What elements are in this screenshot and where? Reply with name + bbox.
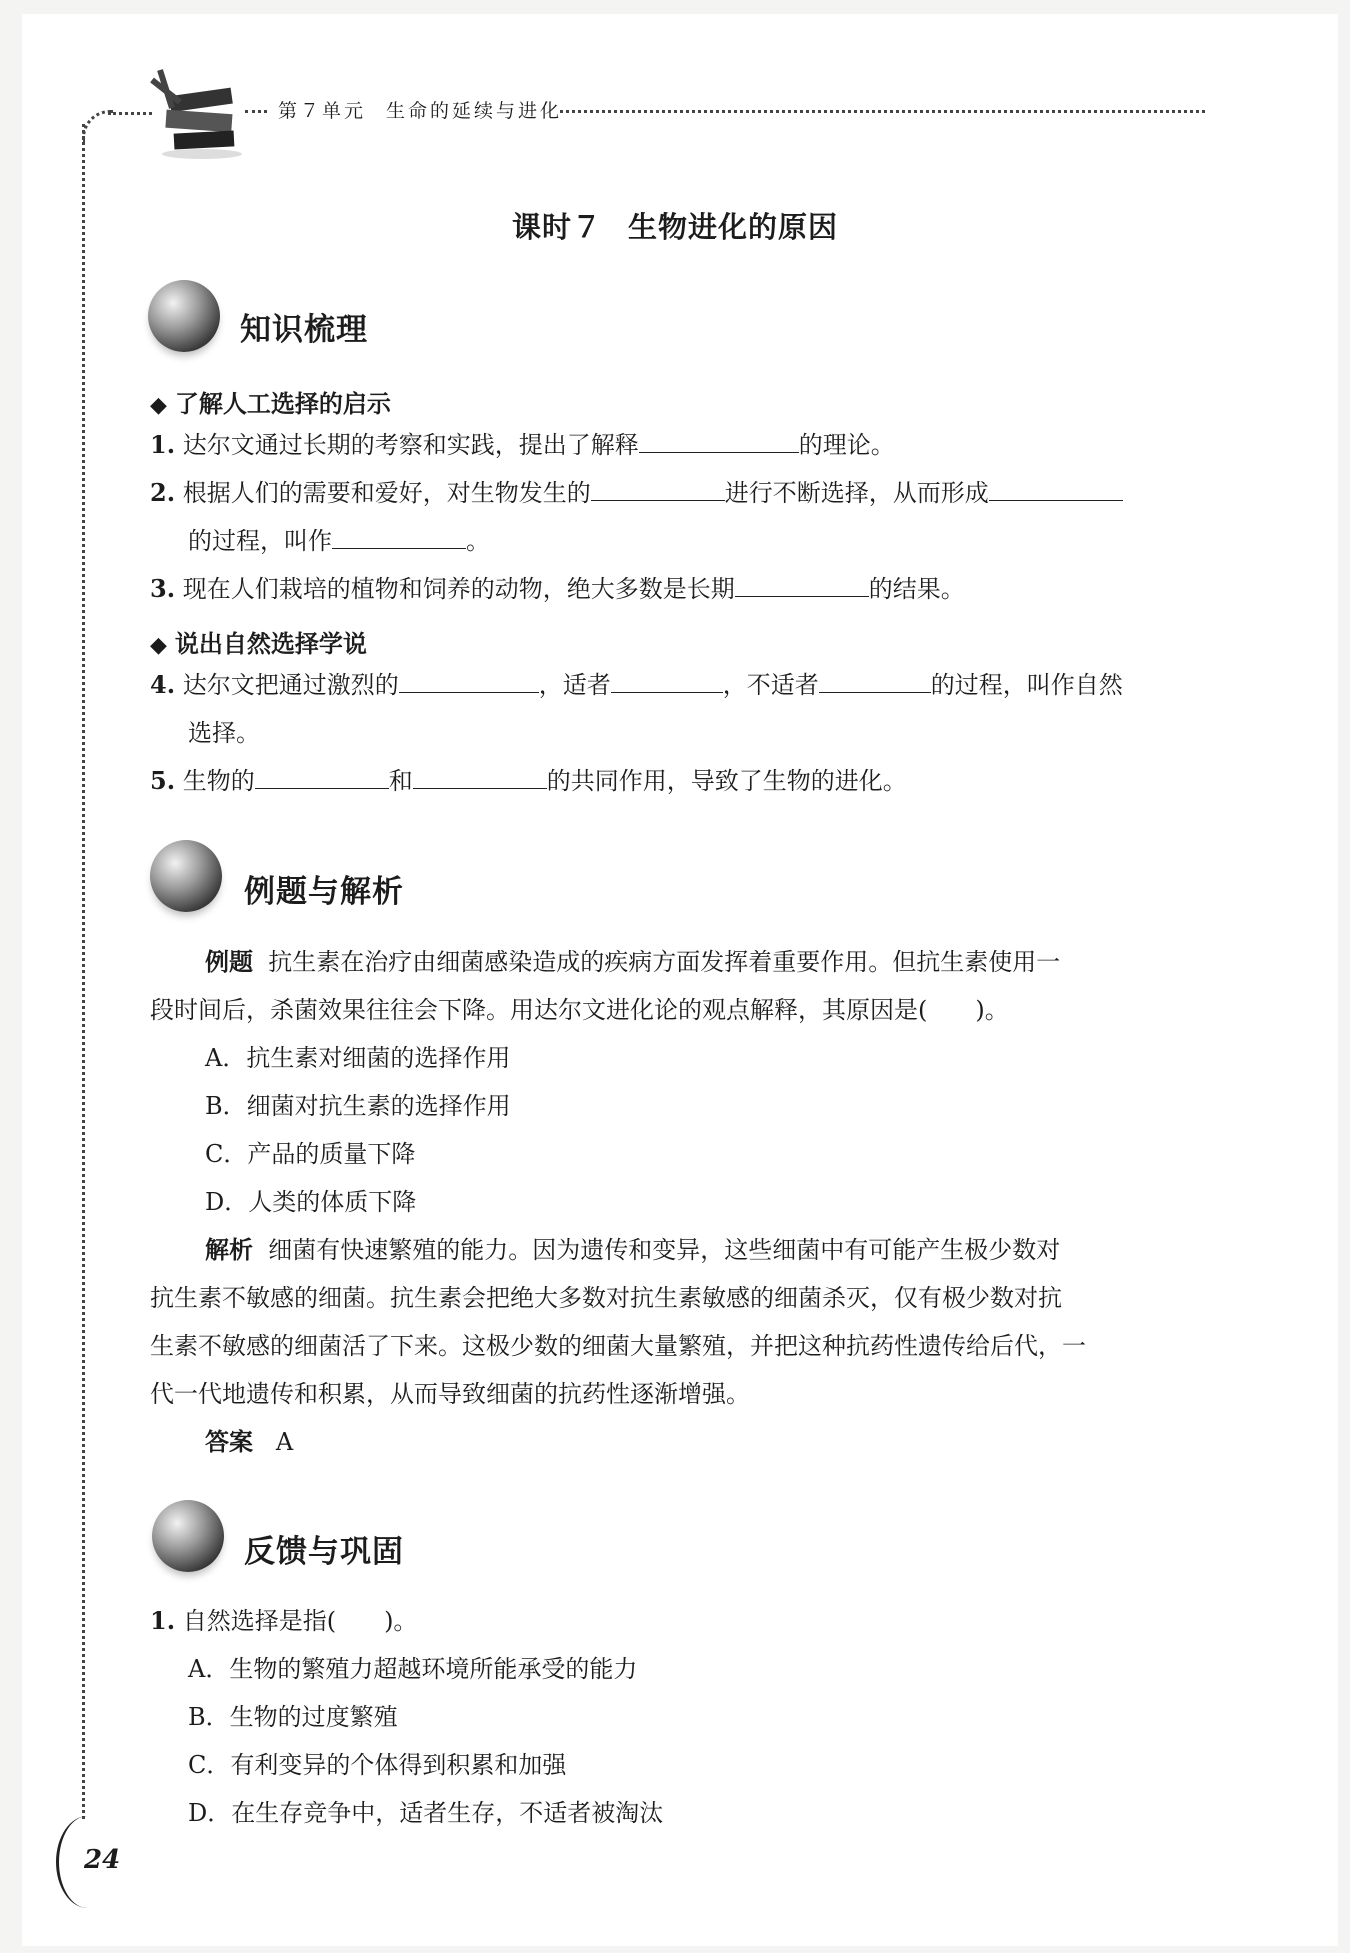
knowledge-q5 — [150, 764, 907, 798]
page-number: 24 — [84, 1845, 121, 1875]
fill-blank[interactable] — [611, 670, 723, 693]
header-unit-title: 生命的延续与进化 — [386, 100, 563, 122]
mesh-globe-icon — [152, 1500, 224, 1572]
question-text: 的过程，叫作 — [188, 527, 332, 555]
fill-blank[interactable] — [591, 478, 725, 501]
analysis-line-2: 抗生素不敏感的细菌。抗生素会把绝大多数对抗生素敏感的细菌杀灭，仅有极少数对抗 — [150, 1284, 1062, 1312]
header-dotted-lead — [245, 110, 267, 113]
question-number: 4. — [150, 670, 176, 699]
analysis-line-4: 代一代地遗传和积累，从而导致细菌的抗药性逐渐增强。 — [150, 1380, 750, 1408]
lesson-name: 生物进化的原因 — [628, 210, 839, 244]
question-text: 和 — [388, 767, 413, 795]
question-text: 现在人们栽培的植物和饲养的动物，绝大多数是长期 — [182, 575, 735, 603]
feedback-option-a[interactable]: A．生物的繁殖力超越环境所能承受的能力 — [188, 1655, 638, 1683]
analysis-line-1 — [205, 1233, 1060, 1267]
feedback-option-b[interactable]: B．生物的过度繁殖 — [188, 1703, 398, 1731]
subheading-natural-selection — [150, 624, 367, 659]
question-text: 的共同作用，导致了生物的进化。 — [546, 767, 907, 795]
running-header — [278, 96, 562, 123]
network-globe-icon — [150, 840, 222, 912]
question-text: 的过程，叫作自然 — [930, 671, 1123, 699]
question-text: 的理论。 — [798, 431, 895, 459]
question-number: 1. — [150, 430, 176, 459]
example-option-b[interactable]: B．细菌对抗生素的选择作用 — [205, 1092, 511, 1120]
lesson-title — [0, 205, 1350, 246]
example-stem-line-1 — [205, 945, 1060, 979]
question-number: 2. — [150, 478, 176, 507]
books-logo-icon — [140, 62, 250, 162]
header-dotted-rule — [560, 110, 1205, 113]
example-option-d[interactable]: D．人类的体质下降 — [205, 1188, 417, 1216]
question-text: 进行不断选择，从而形成 — [724, 479, 989, 507]
question-text: 达尔文把通过激烈的 — [182, 671, 399, 699]
example-option-a[interactable]: A．抗生素对细菌的选择作用 — [205, 1044, 511, 1072]
fill-blank[interactable] — [413, 766, 547, 789]
diamond-bullet-icon: ◆ — [150, 633, 167, 658]
question-text: 达尔文通过长期的考察和实践，提出了解释 — [182, 431, 639, 459]
fill-blank[interactable] — [255, 766, 389, 789]
question-text: ，适者 — [538, 671, 611, 699]
section-title-example: 例题与解析 — [244, 874, 404, 910]
question-text: 根据人们的需要和爱好，对生物发生的 — [182, 479, 591, 507]
example-stem-text: 抗生素在治疗由细菌感染造成的疾病方面发挥着重要作用。但抗生素使用一 — [268, 948, 1061, 976]
fill-blank[interactable] — [989, 478, 1123, 501]
question-text: ，不适者 — [722, 671, 819, 699]
question-text: 生物的 — [182, 767, 255, 795]
question-number: 5. — [150, 766, 176, 795]
analysis-line-3: 生素不敏感的细菌活了下来。这极少数的细菌大量繁殖，并把这种抗药性遗传给后代，一 — [150, 1332, 1086, 1360]
question-text: 的结果。 — [868, 575, 965, 603]
knowledge-q4 — [150, 668, 1123, 702]
knowledge-q1 — [150, 428, 895, 462]
feedback-option-c[interactable]: C．有利变异的个体得到积累和加强 — [188, 1751, 567, 1779]
question-text: 。 — [466, 527, 490, 555]
subheading-text: 说出自然选择学说 — [174, 630, 367, 658]
section-title-feedback: 反馈与巩固 — [244, 1534, 404, 1570]
feedback-option-d[interactable]: D．在生存竞争中，适者生存，不适者被淘汰 — [188, 1799, 664, 1827]
globe-icon — [148, 280, 220, 352]
question-number: 1. — [150, 1606, 176, 1635]
fill-blank[interactable] — [639, 430, 799, 453]
knowledge-q2-cont — [188, 524, 490, 558]
subheading-text: 了解人工选择的启示 — [174, 390, 391, 418]
margin-rule-vertical — [82, 124, 85, 1819]
example-option-c[interactable]: C．产品的质量下降 — [205, 1140, 416, 1168]
fill-blank[interactable] — [332, 526, 466, 549]
fill-blank[interactable] — [399, 670, 539, 693]
knowledge-q3 — [150, 572, 965, 606]
knowledge-q4-cont: 选择。 — [188, 719, 260, 747]
example-stem-line-2: 段时间后，杀菌效果往往会下降。用达尔文进化论的观点解释，其原因是( )。 — [150, 996, 1009, 1024]
feedback-q1 — [150, 1604, 417, 1638]
answer-value: A — [275, 1428, 294, 1456]
subheading-artificial-selection — [150, 384, 391, 419]
diamond-bullet-icon: ◆ — [150, 393, 167, 418]
analysis-label: 解析 — [205, 1236, 253, 1264]
fill-blank[interactable] — [819, 670, 931, 693]
knowledge-q2 — [150, 476, 1123, 510]
question-number: 3. — [150, 574, 176, 603]
answer-label: 答案 — [205, 1428, 253, 1456]
analysis-text: 细菌有快速繁殖的能力。因为遗传和变异，这些细菌中有可能产生极少数对 — [268, 1236, 1061, 1264]
fill-blank[interactable] — [735, 574, 869, 597]
header-unit: 第７单元 — [278, 100, 367, 122]
answer-line — [205, 1425, 293, 1459]
section-title-knowledge: 知识梳理 — [240, 312, 368, 348]
lesson-number: 课时７ — [511, 210, 602, 244]
example-label: 例题 — [205, 948, 253, 976]
question-text: 自然选择是指( )。 — [182, 1607, 418, 1635]
